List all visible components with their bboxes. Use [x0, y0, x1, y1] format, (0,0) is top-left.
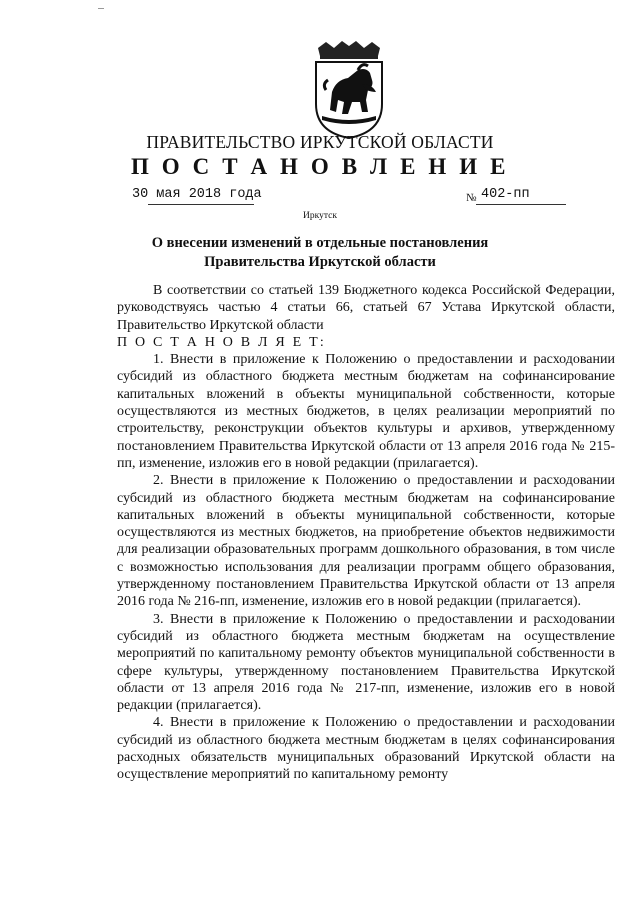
clause-4: 4. Внести в приложение к Положению о предоставлении и расходовании субсидий из областного бюджета местным бюджетам в целях софинансирования расходных обязательств муниципальных образований Иркутской области на осуществление мероприятий по капитальному ремонту: [117, 715, 615, 783]
government-name: ПРАВИТЕЛЬСТВО ИРКУТСКОЙ ОБЛАСТИ: [146, 132, 494, 152]
scan-mark: [98, 8, 104, 9]
number-sign: №: [466, 192, 477, 204]
document-number: 402-пп: [481, 187, 530, 202]
date-underline: [148, 204, 254, 205]
irkutsk-coat-of-arms-icon: [300, 40, 398, 140]
postanovlyaet-label: П О С Т А Н О В Л Я Е Т:: [117, 334, 326, 350]
document-body: [117, 282, 615, 784]
city-name: Иркутск: [303, 211, 337, 221]
document-date: 30 мая 2018 года: [132, 187, 262, 202]
clause-2: 2. Внести в приложение к Положению о предоставлении и расходовании субсидий из областного бюджета местным бюджетам на софинансирование капитальных вложений в объекты муниципальной собственности, которые осуществляются из местных бюджетов, на приобретение объектов недвижимости для реализации образовательных программ дошкольного образования, в том числе с возможностью использования для реализации программ общего образования, утвержденному постановлением Правительства Иркутской области от 13 апреля 2016 года № 216-пп, изменение, изложив его в новой редакции (прилагается).: [117, 473, 615, 610]
document-type: П О С Т А Н О В Л Е Н И Е: [130, 154, 510, 179]
intro-paragraph: В соответствии со статьей 139 Бюджетного кодекса Российской Федерации, руководствуясь частью 4 статьи 66, статьей 67 Устава Иркутской области, Правительство Иркутской области: [117, 283, 615, 333]
clause-3: 3. Внести в приложение к Положению о предоставлении и расходовании субсидий из областного бюджета местным бюджетам на осуществление мероприятий по капитальному ремонту объектов муниципальной собственности в сфере культуры, утвержденному постановлением Правительства Иркутской области от 13 апреля 2016 года № 217-пп, изменение, изложив его в новой редакции (прилагается).: [117, 611, 615, 714]
document-heading: О внесении изменений в отдельные постановления Правительства Иркутской области: [151, 235, 489, 270]
number-underline: [476, 204, 566, 205]
clause-1: 1. Внести в приложение к Положению о предоставлении и расходовании субсидий из областного бюджета местным бюджетам на софинансирование капитальных вложений в объекты муниципальной собственности, которые осуществляются из местных бюджетов, в целях реализации мероприятий по строительству, реконструкции объектов культуры и архивов, утвержденному постановлением Правительства Иркутской области от 13 апреля 2016 года № 215-пп, изменение, изложив его в новой редакции (прилагается).: [117, 352, 615, 471]
